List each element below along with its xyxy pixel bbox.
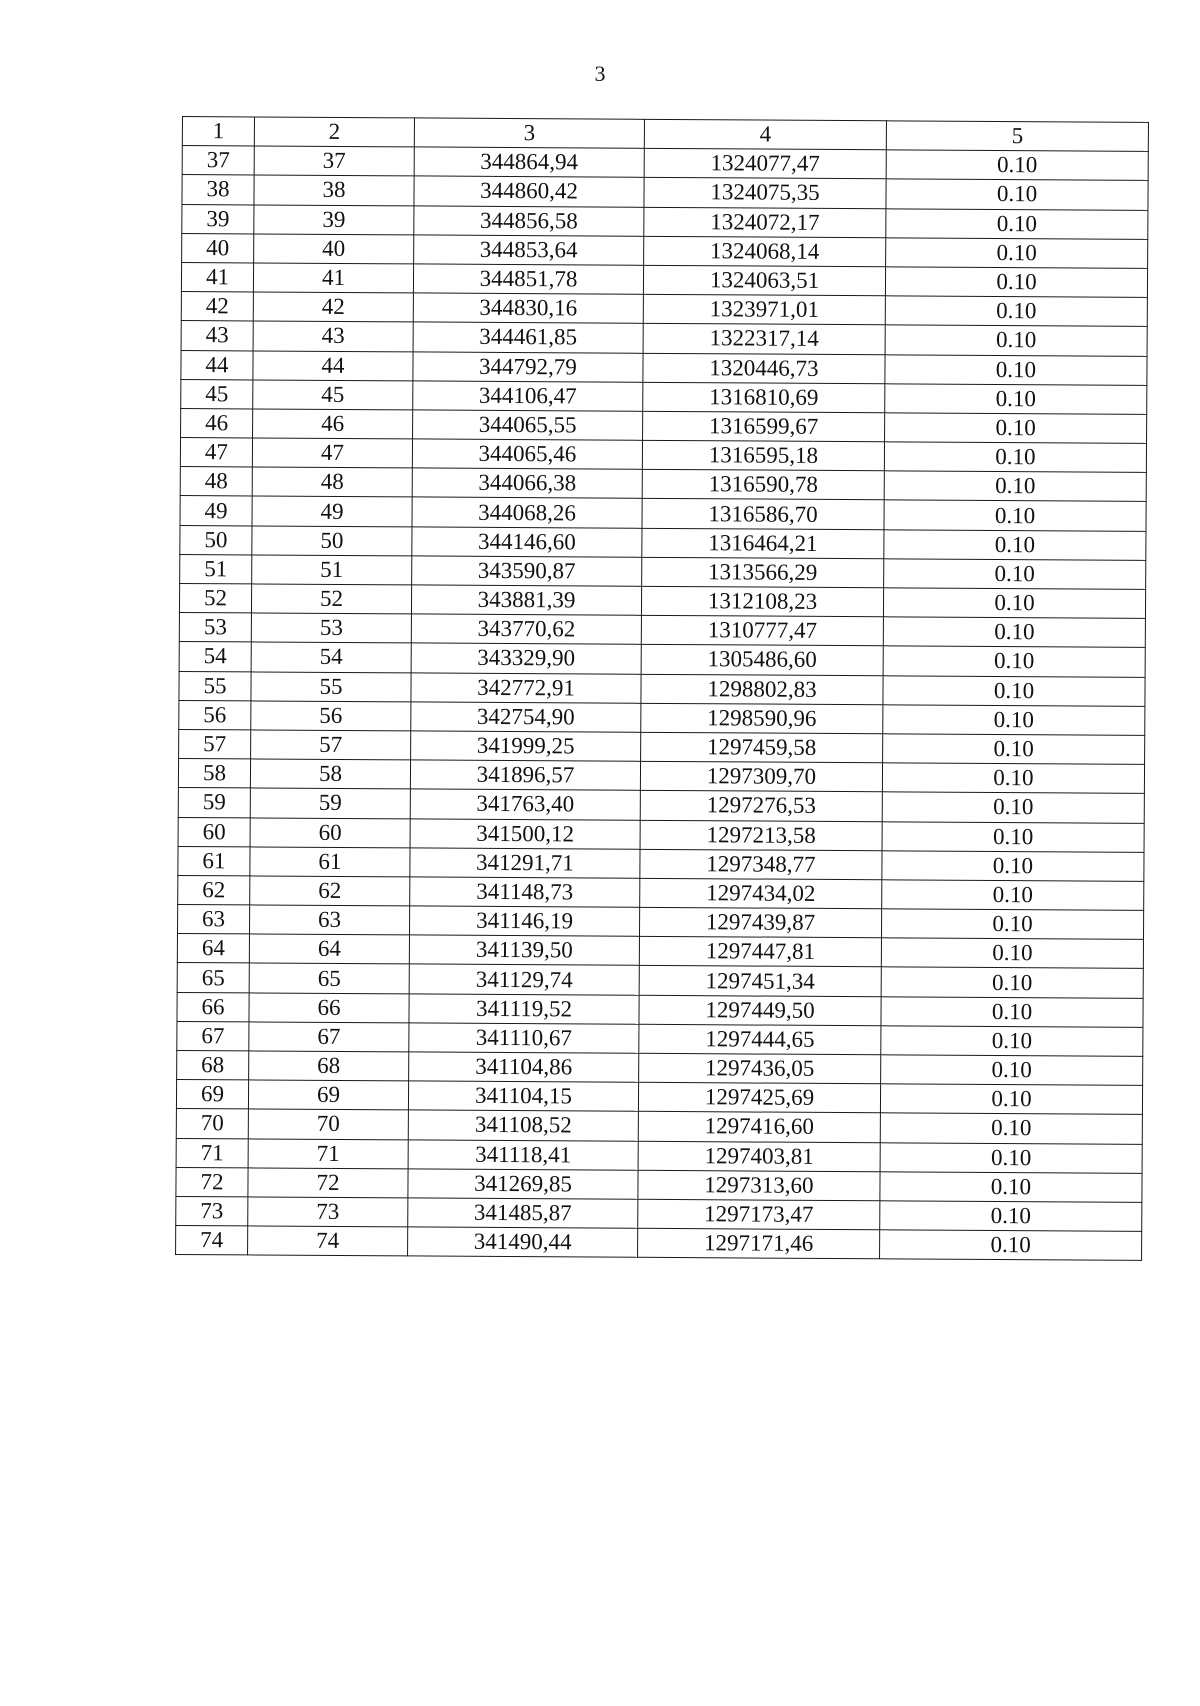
- point-id-cell: 55: [251, 671, 411, 701]
- accuracy-cell: 0.10: [880, 1172, 1142, 1203]
- point-id-cell: 49: [252, 496, 412, 526]
- accuracy-cell: 0.10: [886, 179, 1148, 210]
- y-coordinate-cell: 1320446,73: [643, 353, 885, 384]
- y-coordinate-cell: 1322317,14: [643, 324, 885, 355]
- x-coordinate-cell: 341119,52: [409, 994, 639, 1025]
- point-number-cell: 67: [177, 1021, 249, 1051]
- y-coordinate-cell: 1297436,05: [639, 1053, 881, 1084]
- x-coordinate-cell: 344830,16: [413, 293, 643, 324]
- y-coordinate-cell: 1316464,21: [642, 528, 884, 559]
- y-coordinate-cell: 1316586,70: [642, 499, 884, 530]
- point-id-cell: 66: [249, 993, 409, 1023]
- point-number-cell: 40: [182, 233, 254, 263]
- x-coordinate-cell: 341763,40: [410, 789, 640, 820]
- y-coordinate-cell: 1297451,34: [639, 966, 881, 997]
- point-id-cell: 41: [253, 263, 413, 293]
- point-number-cell: 61: [178, 846, 250, 876]
- point-id-cell: 69: [248, 1080, 408, 1110]
- accuracy-cell: 0.10: [886, 208, 1148, 239]
- accuracy-cell: 0.10: [885, 267, 1147, 298]
- y-coordinate-cell: 1298590,96: [641, 703, 883, 734]
- accuracy-cell: 0.10: [885, 413, 1147, 444]
- point-number-cell: 57: [179, 729, 251, 759]
- point-number-cell: 58: [178, 759, 250, 789]
- point-id-cell: 62: [250, 876, 410, 906]
- header-col-2: 2: [254, 117, 414, 147]
- y-coordinate-cell: 1316590,78: [642, 470, 884, 501]
- point-id-cell: 47: [252, 438, 412, 468]
- point-id-cell: 50: [252, 526, 412, 556]
- accuracy-cell: 0.10: [883, 675, 1145, 706]
- x-coordinate-cell: 343590,87: [412, 556, 642, 587]
- x-coordinate-cell: 341108,52: [408, 1110, 638, 1141]
- point-number-cell: 39: [182, 204, 254, 234]
- accuracy-cell: 0.10: [880, 1142, 1142, 1173]
- point-number-cell: 45: [181, 379, 253, 409]
- point-number-cell: 60: [178, 817, 250, 847]
- x-coordinate-cell: 341148,73: [410, 877, 640, 908]
- x-coordinate-cell: 344792,79: [413, 351, 643, 382]
- point-id-cell: 64: [249, 934, 409, 964]
- x-coordinate-cell: 344106,47: [413, 381, 643, 412]
- accuracy-cell: 0.10: [882, 821, 1144, 852]
- y-coordinate-cell: 1297449,50: [639, 995, 881, 1026]
- y-coordinate-cell: 1324068,14: [644, 236, 886, 267]
- accuracy-cell: 0.10: [883, 646, 1145, 677]
- accuracy-cell: 0.10: [884, 471, 1146, 502]
- point-id-cell: 57: [251, 730, 411, 760]
- y-coordinate-cell: 1324072,17: [644, 207, 886, 238]
- x-coordinate-cell: 344065,55: [413, 410, 643, 441]
- point-number-cell: 74: [176, 1226, 248, 1256]
- x-coordinate-cell: 341129,74: [409, 964, 639, 995]
- x-coordinate-cell: 341500,12: [410, 818, 640, 849]
- point-number-cell: 37: [182, 146, 254, 176]
- point-id-cell: 63: [250, 905, 410, 935]
- y-coordinate-cell: 1297309,70: [640, 761, 882, 792]
- x-coordinate-cell: 341269,85: [408, 1169, 638, 1200]
- y-coordinate-cell: 1323971,01: [643, 294, 885, 325]
- x-coordinate-cell: 341118,41: [408, 1139, 638, 1170]
- x-coordinate-cell: 341999,25: [411, 731, 641, 762]
- x-coordinate-cell: 344068,26: [412, 497, 642, 528]
- point-id-cell: 59: [250, 788, 410, 818]
- accuracy-cell: 0.10: [884, 442, 1146, 473]
- y-coordinate-cell: 1313566,29: [642, 557, 884, 588]
- point-number-cell: 70: [176, 1109, 248, 1139]
- y-coordinate-cell: 1297276,53: [640, 791, 882, 822]
- accuracy-cell: 0.10: [885, 354, 1147, 385]
- point-number-cell: 51: [180, 554, 252, 584]
- point-id-cell: 42: [253, 292, 413, 322]
- y-coordinate-cell: 1324077,47: [644, 149, 886, 180]
- point-number-cell: 73: [176, 1196, 248, 1226]
- point-id-cell: 51: [252, 555, 412, 585]
- y-coordinate-cell: 1297313,60: [638, 1170, 880, 1201]
- point-id-cell: 39: [254, 205, 414, 235]
- accuracy-cell: 0.10: [880, 1113, 1142, 1144]
- accuracy-cell: 0.10: [884, 500, 1146, 531]
- point-id-cell: 67: [249, 1022, 409, 1052]
- point-number-cell: 47: [180, 438, 252, 468]
- accuracy-cell: 0.10: [886, 150, 1148, 181]
- accuracy-cell: 0.10: [883, 588, 1145, 619]
- accuracy-cell: 0.10: [882, 850, 1144, 881]
- y-coordinate-cell: 1316599,67: [643, 411, 885, 442]
- point-number-cell: 46: [181, 408, 253, 438]
- point-number-cell: 63: [178, 905, 250, 935]
- y-coordinate-cell: 1324063,51: [643, 265, 885, 296]
- accuracy-cell: 0.10: [882, 792, 1144, 823]
- accuracy-cell: 0.10: [884, 529, 1146, 560]
- point-number-cell: 43: [181, 321, 253, 351]
- y-coordinate-cell: 1297348,77: [640, 849, 882, 880]
- y-coordinate-cell: 1298802,83: [641, 674, 883, 705]
- point-id-cell: 60: [250, 817, 410, 847]
- point-id-cell: 46: [253, 409, 413, 439]
- point-id-cell: 54: [251, 642, 411, 672]
- x-coordinate-cell: 344856,58: [414, 205, 644, 236]
- y-coordinate-cell: 1297425,69: [638, 1082, 880, 1113]
- point-id-cell: 61: [250, 847, 410, 877]
- accuracy-cell: 0.10: [885, 383, 1147, 414]
- point-id-cell: 73: [248, 1197, 408, 1227]
- accuracy-cell: 0.10: [882, 880, 1144, 911]
- y-coordinate-cell: 1316810,69: [643, 382, 885, 413]
- header-col-3: 3: [414, 118, 644, 149]
- point-id-cell: 45: [253, 380, 413, 410]
- accuracy-cell: 0.10: [884, 559, 1146, 590]
- x-coordinate-cell: 341110,67: [409, 1023, 639, 1054]
- x-coordinate-cell: 344860,42: [414, 176, 644, 207]
- accuracy-cell: 0.10: [883, 705, 1145, 736]
- accuracy-cell: 0.10: [881, 1026, 1143, 1057]
- point-id-cell: 56: [251, 701, 411, 731]
- y-coordinate-cell: 1297439,87: [639, 907, 881, 938]
- x-coordinate-cell: 344146,60: [412, 527, 642, 558]
- point-id-cell: 44: [253, 350, 413, 380]
- point-number-cell: 54: [179, 642, 251, 672]
- point-number-cell: 72: [176, 1167, 248, 1197]
- y-coordinate-cell: 1297403,81: [638, 1141, 880, 1172]
- point-number-cell: 66: [177, 992, 249, 1022]
- coordinates-table: [175, 116, 1149, 1261]
- y-coordinate-cell: 1324075,35: [644, 178, 886, 209]
- point-number-cell: 62: [178, 875, 250, 905]
- x-coordinate-cell: 343329,90: [411, 643, 641, 674]
- point-number-cell: 42: [181, 292, 253, 322]
- header-col-1: 1: [182, 117, 254, 147]
- point-number-cell: 53: [179, 613, 251, 643]
- table-body: [176, 146, 1149, 1261]
- accuracy-cell: 0.10: [880, 1230, 1142, 1261]
- x-coordinate-cell: 344853,64: [414, 235, 644, 266]
- x-coordinate-cell: 344065,46: [412, 439, 642, 470]
- point-number-cell: 44: [181, 350, 253, 380]
- point-id-cell: 43: [253, 321, 413, 351]
- point-number-cell: 55: [179, 671, 251, 701]
- point-number-cell: 56: [179, 700, 251, 730]
- x-coordinate-cell: 342754,90: [411, 702, 641, 733]
- x-coordinate-cell: 344066,38: [412, 468, 642, 499]
- point-id-cell: 40: [254, 234, 414, 264]
- point-id-cell: 65: [249, 963, 409, 993]
- point-number-cell: 50: [180, 525, 252, 555]
- y-coordinate-cell: 1310777,47: [641, 616, 883, 647]
- y-coordinate-cell: 1305486,60: [641, 645, 883, 676]
- point-id-cell: 68: [249, 1051, 409, 1081]
- accuracy-cell: 0.10: [886, 238, 1148, 269]
- accuracy-cell: 0.10: [885, 325, 1147, 356]
- x-coordinate-cell: 344851,78: [413, 264, 643, 295]
- point-id-cell: 71: [248, 1138, 408, 1168]
- x-coordinate-cell: 341485,87: [408, 1198, 638, 1229]
- x-coordinate-cell: 341291,71: [410, 848, 640, 879]
- x-coordinate-cell: 343770,62: [411, 614, 641, 645]
- point-id-cell: 48: [252, 467, 412, 497]
- page-number: 3: [594, 61, 606, 86]
- accuracy-cell: 0.10: [882, 763, 1144, 794]
- point-number-cell: 41: [181, 262, 253, 292]
- y-coordinate-cell: 1297447,81: [639, 937, 881, 968]
- point-number-cell: 38: [182, 175, 254, 205]
- point-id-cell: 38: [254, 175, 414, 205]
- accuracy-cell: 0.10: [881, 1055, 1143, 1086]
- y-coordinate-cell: 1297171,46: [638, 1228, 880, 1259]
- point-id-cell: 74: [248, 1226, 408, 1256]
- x-coordinate-cell: 341490,44: [408, 1227, 638, 1258]
- point-number-cell: 64: [177, 934, 249, 964]
- x-coordinate-cell: 342772,91: [411, 672, 641, 703]
- x-coordinate-cell: 344864,94: [414, 147, 644, 178]
- accuracy-cell: 0.10: [883, 617, 1145, 648]
- accuracy-cell: 0.10: [881, 996, 1143, 1027]
- point-number-cell: 69: [176, 1080, 248, 1110]
- point-id-cell: 53: [251, 613, 411, 643]
- point-number-cell: 52: [179, 583, 251, 613]
- accuracy-cell: 0.10: [881, 909, 1143, 940]
- point-id-cell: 70: [248, 1109, 408, 1139]
- point-id-cell: 58: [250, 759, 410, 789]
- point-id-cell: 72: [248, 1168, 408, 1198]
- point-number-cell: 68: [177, 1050, 249, 1080]
- y-coordinate-cell: 1297444,65: [639, 1024, 881, 1055]
- y-coordinate-cell: 1297173,47: [638, 1199, 880, 1230]
- point-id-cell: 52: [251, 584, 411, 614]
- x-coordinate-cell: 341896,57: [410, 760, 640, 791]
- y-coordinate-cell: 1312108,23: [641, 586, 883, 617]
- accuracy-cell: 0.10: [885, 296, 1147, 327]
- point-number-cell: 48: [180, 467, 252, 497]
- x-coordinate-cell: 341146,19: [410, 906, 640, 937]
- accuracy-cell: 0.10: [883, 734, 1145, 765]
- x-coordinate-cell: 344461,85: [413, 322, 643, 353]
- accuracy-cell: 0.10: [880, 1201, 1142, 1232]
- header-col-4: 4: [644, 119, 886, 150]
- x-coordinate-cell: 343881,39: [411, 585, 641, 616]
- point-number-cell: 71: [176, 1138, 248, 1168]
- accuracy-cell: 0.10: [880, 1084, 1142, 1115]
- y-coordinate-cell: 1297434,02: [640, 878, 882, 909]
- header-col-5: 5: [886, 121, 1148, 152]
- point-number-cell: 59: [178, 788, 250, 818]
- point-number-cell: 49: [180, 496, 252, 526]
- accuracy-cell: 0.10: [881, 938, 1143, 969]
- table-row: [176, 1226, 1142, 1261]
- x-coordinate-cell: 341139,50: [409, 935, 639, 966]
- x-coordinate-cell: 341104,15: [408, 1081, 638, 1112]
- accuracy-cell: 0.10: [881, 967, 1143, 998]
- point-id-cell: 37: [254, 146, 414, 176]
- y-coordinate-cell: 1316595,18: [642, 440, 884, 471]
- y-coordinate-cell: 1297459,58: [641, 732, 883, 763]
- point-number-cell: 65: [177, 963, 249, 993]
- y-coordinate-cell: 1297213,58: [640, 820, 882, 851]
- x-coordinate-cell: 341104,86: [409, 1052, 639, 1083]
- y-coordinate-cell: 1297416,60: [638, 1112, 880, 1143]
